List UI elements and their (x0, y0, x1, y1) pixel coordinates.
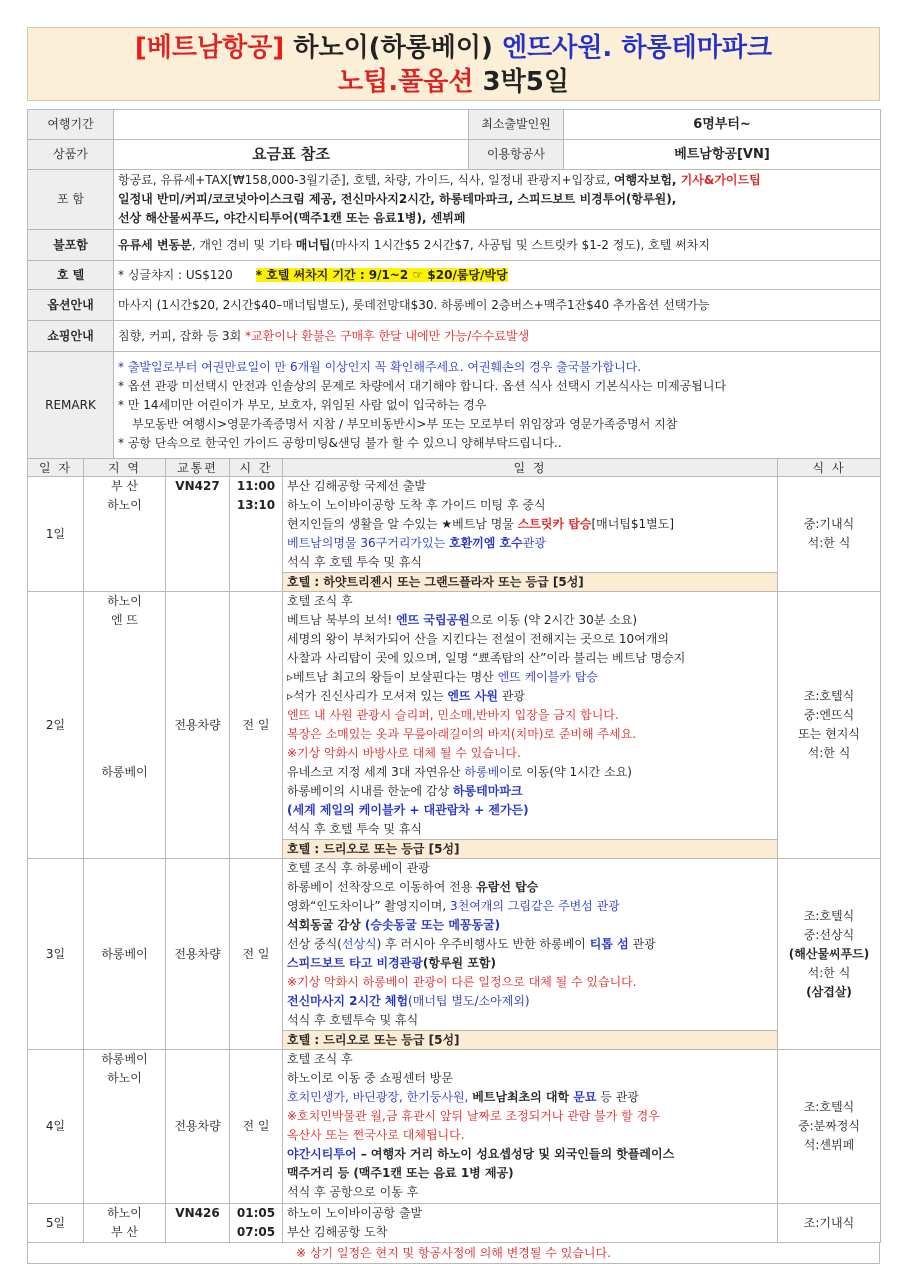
schedule-text: [매너팁$1별도] (591, 517, 675, 531)
include-value (114, 170, 881, 230)
day4-row (28, 1050, 881, 1204)
period-label: 여행기간 (28, 110, 114, 140)
schedule-text: 관광 (522, 536, 546, 550)
period-row (28, 110, 881, 140)
day1-hotel: 호텔 : 하얏트리젠시 또는 그랜드플라자 또는 등급 [5성] (283, 573, 778, 592)
title-notip: 노팁.풀옵션 (338, 67, 474, 97)
hotel-surcharge: * 호텔 써차지 기간 : 9/1~2 ☞ $20/룸당/박당 (255, 267, 508, 282)
include-insurance: 여행자보험, (613, 173, 681, 187)
day4-region (84, 1050, 166, 1204)
day2-meals (778, 592, 881, 859)
schedule-warning: ※기상 악화시 바방사로 대체 될 수 있습니다. (287, 746, 521, 760)
option-row (28, 290, 881, 321)
schedule-warning: ※기상 악화시 하롱베이 관광이 다른 일정으로 대체 될 수 있습니다. (287, 975, 637, 989)
time-line: 13:10 (236, 498, 276, 512)
footer-note: ※ 상기 일정은 현지 및 항공사정에 의해 변경될 수 있습니다. (27, 1243, 880, 1264)
option-value: 마사지 (1시간$20, 2시간$40–매너팁별도), 롯데전망대$30. 하롱베이 2층버스+맥주1잔$40 추가옵션 선택가능 (114, 290, 881, 321)
remark-item: * 옵션 관광 미선택시 안전과 인솔상의 문제로 차량에서 대기해야 합니다. 옵션 식사 선택시 기본식사는 미제공됩니다 (118, 378, 727, 393)
day2-row (28, 592, 881, 840)
day2-time: 전 일 (230, 592, 283, 859)
region-line: 하롱베이 (101, 1052, 148, 1066)
schedule-text: 하롱베이의 시내를 한눈에 감상 (287, 784, 453, 798)
schedule-text: 현지인들의 생활을 알 수있는 ★베트남 명물 (287, 517, 518, 531)
day3-time: 전 일 (230, 859, 283, 1050)
region-line: 부 산 (111, 1225, 138, 1239)
streetcar-highlight: 스트릿카 탑승 (517, 517, 592, 531)
time-line: 11:00 (236, 479, 276, 493)
day3-region: 하롱베이 (84, 859, 166, 1050)
day3-schedule (283, 859, 778, 1031)
region-line: 하노이 (107, 594, 142, 608)
shopping-refund-note: *교환이나 환불은 구매후 한달 내에만 가능/수수료발생 (245, 328, 530, 343)
include-label: 포 함 (28, 170, 114, 230)
title-line-2 (28, 65, 879, 99)
time-line: 07:05 (236, 1225, 276, 1239)
period-value (114, 110, 469, 140)
day3-meals (778, 859, 881, 1050)
schedule-warning: 복장은 소매있는 옷과 무릎아래길이의 바지(치마)로 준비해 주세요. (287, 727, 637, 741)
schedule-line: 석식 후 공항으로 이동 후 (287, 1185, 419, 1199)
remark-item: * 출발일로부터 여권만료일이 만 6개월 이상인지 꼭 확인해주세요. 여권훼손의 경우 출국불가합니다. (118, 359, 642, 374)
yentu-park-highlight: 엔뜨 국립공원 (396, 613, 470, 627)
schedule-warning: ※호치민박물관 월,금 휴관시 앞뒤 날짜로 조정되거나 관람 불가 할 경우 (287, 1109, 660, 1123)
schedule-warning: 엔뜨 내 사원 관광시 슬리퍼, 민소매,반바지 입장을 금지 합니다. (287, 708, 619, 722)
remark-item: * 만 14세미만 어린이가 부모, 보호자, 위임된 사람 없이 입국하는 경우 (118, 397, 487, 412)
day5-label: 5일 (28, 1204, 84, 1243)
day3-hotel: 호텔 : 드리오로 또는 등급 [5성] (283, 1031, 778, 1050)
include-text: 항공료, 유류세+TAX[₩158,000-3월기준], 호텔, 차량, 가이드, 식사, 일정내 관광지+입장료, (118, 173, 614, 187)
min-pax-label: 최소출발인원 (469, 110, 564, 140)
schedule-header (28, 459, 881, 477)
include-line-2: 일정내 반미/커피/코코넛아이스크림 제공, 전신마사지2시간, 하롱테마파크, 스피드보트 비경투어(항루원), (118, 192, 677, 206)
day3-label: 3일 (28, 859, 84, 1050)
airline-value: 베트남항공[VN] (564, 140, 881, 170)
time-line: 01:05 (236, 1206, 276, 1220)
yentu-temple-highlight: 엔뜨 사원 (447, 689, 498, 703)
single-charge: * 싱글챠지 : US$120 (118, 267, 233, 282)
schedule-text: 등 관광 (596, 1090, 639, 1104)
schedule-text: 베트남의명물 36구거리가있는 (287, 536, 450, 550)
airline-label: 이용항공사 (469, 140, 564, 170)
schedule-line: 호텔 조식 후 (287, 594, 353, 608)
meal-line: 중:엔뜨식 (803, 708, 855, 722)
schedule-line: 하노이 노이바이공항 출발 (287, 1206, 423, 1220)
day5-transport: VN426 (166, 1204, 230, 1243)
meal-line: 석:한 식 (807, 965, 851, 980)
exclude-row (28, 230, 881, 261)
meal-line: 석:한 식 (807, 536, 851, 550)
title-highlights: 엔뜨사원. 하롱테마파크 (501, 33, 773, 63)
islands-highlight: 3천여개의 그림같은 주변섬 관광 (449, 899, 620, 913)
schedule-line: 호텔 조식 후 (287, 1052, 353, 1066)
night-tour-highlight: 야간시티투어 (287, 1147, 357, 1161)
schedule-table (27, 458, 881, 1243)
cruise-highlight: 유람선 탑승 (476, 880, 539, 894)
exclude-fuel: 유류세 변동분 (118, 237, 192, 252)
speedboat-detail: (항루원 포함) (422, 956, 496, 970)
shopping-row (28, 321, 881, 352)
page-title (27, 27, 880, 101)
meal-line: 조:호텔식 (803, 1100, 855, 1114)
day1-transport: VN427 (166, 477, 230, 592)
day5-meals: 조:기내식 (778, 1204, 881, 1243)
hoankiem-highlight: 호환끼엠 호수 (449, 536, 523, 550)
schedule-line: 석식 후 호텔 투숙 및 휴식 (287, 822, 422, 836)
day1-meals (778, 477, 881, 592)
cablecar-highlight: 엔뜨 케이블카 탑승 (497, 670, 598, 684)
massage-detail: (매너팁 별도/소아제외) (408, 994, 530, 1008)
meal-line: (삼겹살) (806, 984, 852, 999)
title-line-1 (28, 31, 879, 65)
day5-schedule (283, 1204, 778, 1243)
include-line-3: 선상 해산물씨푸드, 야간시티투어(맥주1캔 또는 음료1병), 센뷔페 (118, 211, 466, 225)
temple-of-literature: 문묘 (573, 1090, 597, 1104)
day1-row (28, 477, 881, 573)
exclude-detail: (마사지 1시간$5 2시간$7, 사공팁 및 스트릿카 $1-2 정도), 호텔 써차지 (330, 237, 710, 252)
remark-item: 부모동반 여행시>영문가족증명서 지참 / 부모비동반시>부 또는 모로부터 위임장과 영문가족증명서 지참 (132, 416, 678, 431)
day4-label: 4일 (28, 1050, 84, 1204)
exclude-value (114, 230, 881, 261)
header-region: 지 역 (84, 459, 166, 477)
cave-detail: (승솟동굴 또는 메꽁동굴) (364, 918, 501, 932)
shopping-value (114, 321, 881, 352)
day4-time: 전 일 (230, 1050, 283, 1204)
schedule-text: 유네스코 지정 세계 3대 자연유산 (287, 765, 465, 779)
themepark-highlight: 하롱테마파크 (452, 784, 523, 798)
day4-transport: 전용차량 (166, 1050, 230, 1204)
min-pax-value: 6명부터~ (564, 110, 881, 140)
meal-line: 또는 현지식 (798, 727, 860, 741)
option-label: 옵션안내 (28, 290, 114, 321)
price-row (28, 140, 881, 170)
cave-highlight: 석회동굴 감상 (287, 918, 365, 932)
day3-transport: 전용차량 (166, 859, 230, 1050)
day2-label: 2일 (28, 592, 84, 859)
day4-meals (778, 1050, 881, 1204)
schedule-line: 부산 김해공항 국제선 출발 (287, 479, 426, 493)
day1-region (84, 477, 166, 592)
region-line: 하롱베이 (101, 765, 148, 779)
schedule-line: 석식 후 호텔 투숙 및 휴식 (287, 555, 422, 569)
region-line: 부 산 (111, 479, 138, 493)
region-line: 하노이 (107, 1206, 142, 1220)
meal-line: 석:한 식 (807, 746, 851, 760)
remark-item: * 공항 단속으로 한국인 가이드 공항미팅&샌딩 불가 할 수 있으니 양해부탁드립니다.. (118, 435, 562, 450)
meal-line: 중:분짜정식 (797, 1119, 860, 1133)
hotel-value (114, 261, 881, 290)
region-line: 하노이 (107, 1071, 142, 1085)
university-highlight: 베트남최초의 대학 (472, 1090, 574, 1104)
day2-transport: 전용차량 (166, 592, 230, 859)
day2-hotel: 호텔 : 드리오로 또는 등급 [5성] (283, 840, 778, 859)
include-tip: 기사&가이드팁 (680, 173, 761, 187)
schedule-line: 부산 김해공항 도착 (287, 1225, 388, 1239)
schedule-line: 맥주거리 등 (맥주1캔 또는 음료 1병 제공) (287, 1166, 514, 1180)
day2-region (84, 592, 166, 859)
title-duration: 3박5일 (473, 67, 569, 97)
schedule-line: 사찰과 사리탑이 곳에 있으며, 일명 “뾰족탑의 산”이라 불리는 베트남 명승지 (287, 651, 686, 665)
schedule-warning: 옥산사 또는 쩐국사로 대체됩니다. (287, 1128, 465, 1142)
day5-region (84, 1204, 166, 1243)
day1-label: 1일 (28, 477, 84, 592)
title-destination: 하노이(하롱베이) (284, 33, 502, 63)
schedule-text: 영화“인도차이나” 촬영지이며, (287, 899, 450, 913)
schedule-line: 하노이로 이동 중 쇼핑센터 방문 (287, 1071, 453, 1085)
remark-row (28, 352, 881, 459)
meal-line: 조:호텔식 (803, 908, 855, 923)
region-line: 하노이 (107, 498, 142, 512)
schedule-text: 베트남 북부의 보석! (287, 613, 396, 627)
shopping-items: 침향, 커피, 잡화 등 3회 (118, 328, 246, 343)
hotel-row (28, 261, 881, 290)
header-meal: 식 사 (778, 459, 881, 477)
include-row (28, 170, 881, 230)
day5-row (28, 1204, 881, 1243)
price-value: 요금표 참조 (114, 140, 469, 170)
day2-schedule (283, 592, 778, 840)
speedboat-highlight: 스피드보트 타고 비경관광 (287, 956, 423, 970)
meal-line: 조:호텔식 (803, 689, 855, 703)
schedule-text: 으로 이동 (약 2시간 30분 소요) (469, 613, 637, 627)
titop-highlight: 티톱 섬 (589, 937, 629, 951)
massage-highlight: 전신마사지 2시간 체험 (287, 994, 409, 1008)
title-airline: [베트남항공] (134, 33, 285, 63)
schedule-line: 석식 후 호텔투숙 및 휴식 (287, 1013, 419, 1027)
meal-line: 중:기내식 (803, 517, 855, 531)
header-day: 일 자 (28, 459, 84, 477)
schedule-text: ▹베트남 최고의 왕들이 보살핀다는 명산 (287, 670, 498, 684)
schedule-line: 호텔 조식 후 하롱베이 관광 (287, 861, 430, 875)
price-label: 상품가 (28, 140, 114, 170)
day1-schedule (283, 477, 778, 573)
day1-time (230, 477, 283, 592)
info-table (27, 109, 881, 459)
header-schedule: 일 정 (283, 459, 778, 477)
remark-label: REMARK (28, 352, 114, 459)
shopping-label: 쇼핑안내 (28, 321, 114, 352)
schedule-text: 선상 중식( (287, 937, 342, 951)
halong-highlight: 하롱베이 (464, 765, 511, 779)
schedule-line: 세명의 왕이 부처가되어 산을 지킨다는 전설이 전해지는 곳으로 10여개의 (287, 632, 669, 646)
header-transport: 교통편 (166, 459, 230, 477)
schedule-text: ▹석가 진신사리가 모셔져 있는 (287, 689, 448, 703)
header-time: 시 간 (230, 459, 283, 477)
exclude-manner-tip: 매너팁 (295, 237, 331, 252)
schedule-text: 로 이동(약 1시간 소요) (510, 765, 632, 779)
hochiminh-sites: 호치민생가, 바딘광장, 한기둥사원, (287, 1090, 473, 1104)
schedule-line: 하노이 노이바이공항 도착 후 가이드 미팅 후 중식 (287, 498, 546, 512)
onboard-lunch: 선상식 (341, 937, 377, 951)
day4-schedule (283, 1050, 778, 1204)
region-line: 엔 뜨 (111, 613, 138, 627)
schedule-text: ) 후 러시아 우주비행사도 반한 하롱베이 (376, 937, 590, 951)
schedule-text: 관광 (628, 937, 656, 951)
remark-value (114, 352, 881, 459)
schedule-line: (세계 제일의 케이블카 + 대관람차 + 젠가든) (287, 803, 529, 817)
hotel-label: 호 텔 (28, 261, 114, 290)
meal-line: 중:선상식 (803, 927, 855, 942)
meal-line: (해산물씨푸드) (788, 946, 870, 961)
exclude-text: , 개인 경비 및 기타 (191, 237, 296, 252)
night-tour-detail: – 여행자 거리 하노이 성요셉성당 및 외국인들의 핫플레이스 (356, 1147, 675, 1161)
exclude-label: 불포함 (28, 230, 114, 261)
schedule-text: 하롱베이 선착장으로 이동하여 전용 (287, 880, 477, 894)
meal-line: 석:센뷔페 (803, 1138, 855, 1152)
day5-time (230, 1204, 283, 1243)
itinerary-page (27, 27, 880, 1264)
day3-row (28, 859, 881, 1031)
schedule-text: 관광 (497, 689, 525, 703)
